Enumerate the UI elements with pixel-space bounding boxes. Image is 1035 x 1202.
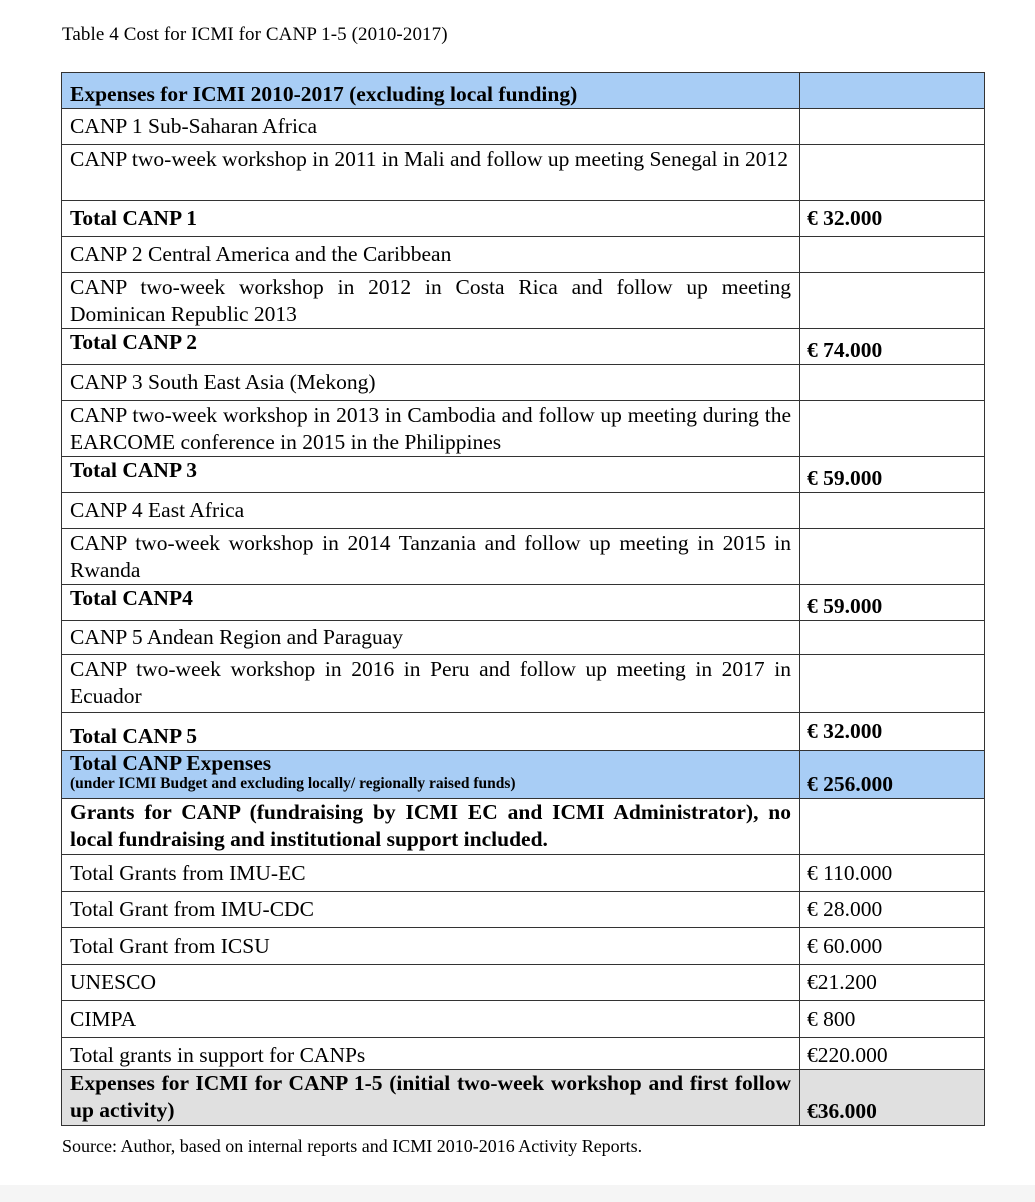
table-row <box>62 273 985 329</box>
grant-amount: € 110.000 <box>800 855 985 892</box>
table-header-row <box>62 73 985 109</box>
total-expenses-note: (under ICMI Budget and excluding locally/ regionally raised funds) <box>70 775 516 792</box>
table-row <box>62 109 985 145</box>
section-title: CANP 1 Sub-Saharan Africa <box>62 109 800 145</box>
grant-label: Total grants in support for CANPs <box>62 1038 800 1070</box>
grant-amount: € 800 <box>800 1001 985 1038</box>
section-total-label: Total CANP 2 <box>62 329 800 365</box>
table-row <box>62 855 985 892</box>
table-row <box>62 585 985 621</box>
section-description: CANP two-week workshop in 2011 in Mali and follow up meeting Senegal in 2012 <box>62 145 800 201</box>
table-row <box>62 529 985 585</box>
grant-label: Total Grant from ICSU <box>62 928 800 965</box>
section-description: CANP two-week workshop in 2016 in Peru and follow up meeting in 2017 in Ecuador <box>62 655 800 713</box>
table-row <box>62 621 985 655</box>
table-row <box>62 965 985 1001</box>
section-total-label: Total CANP 5 <box>62 713 800 751</box>
grant-label: Total Grant from IMU-CDC <box>62 892 800 928</box>
table-row <box>62 329 985 365</box>
header-label: Expenses for ICMI 2010-2017 (excluding local funding) <box>62 73 800 109</box>
section-title: CANP 4 East Africa <box>62 493 800 529</box>
section-total-amount: € 59.000 <box>800 457 985 493</box>
header-amount <box>800 73 985 109</box>
grants-header: Grants for CANP (fundraising by ICMI EC and ICMI Administrator), no local fundraising and institutional support included. <box>62 799 800 855</box>
final-amount: €36.000 <box>800 1070 985 1126</box>
table-row <box>62 145 985 201</box>
table-caption: Table 4 Cost for ICMI for CANP 1-5 (2010-2017) <box>62 24 448 45</box>
section-description: CANP two-week workshop in 2012 in Costa Rica and follow up meeting Dominican Republic 2013 <box>62 273 800 329</box>
total-expenses-label: Total CANP Expenses <box>70 751 272 775</box>
section-title: CANP 5 Andean Region and Paraguay <box>62 621 800 655</box>
section-description: CANP two-week workshop in 2014 Tanzania and follow up meeting in 2015 in Rwanda <box>62 529 800 585</box>
table-row <box>62 928 985 965</box>
total-expenses-row <box>62 751 985 799</box>
section-total-amount: € 74.000 <box>800 329 985 365</box>
table-row <box>62 1001 985 1038</box>
table-source: Source: Author, based on internal reports and ICMI 2010-2016 Activity Reports. <box>62 1136 643 1156</box>
section-title: CANP 3 South East Asia (Mekong) <box>62 365 800 401</box>
section-total-amount: € 32.000 <box>800 201 985 237</box>
grant-amount: € 28.000 <box>800 892 985 928</box>
table-row <box>62 892 985 928</box>
grant-label: Total Grants from IMU-EC <box>62 855 800 892</box>
table-row <box>62 201 985 237</box>
grant-label: CIMPA <box>62 1001 800 1038</box>
table-row <box>62 401 985 457</box>
section-title: CANP 2 Central America and the Caribbean <box>62 237 800 273</box>
final-row <box>62 1070 985 1126</box>
section-total-label: Total CANP 3 <box>62 457 800 493</box>
table-row <box>62 655 985 713</box>
table-row <box>62 713 985 751</box>
section-description: CANP two-week workshop in 2013 in Cambodia and follow up meeting during the EARCOME conference in 2015 in the Philippines <box>62 401 800 457</box>
grant-amount: €220.000 <box>800 1038 985 1070</box>
cost-table <box>61 72 985 1126</box>
final-label: Expenses for ICMI for CANP 1-5 (initial two-week workshop and first follow up activity) <box>62 1070 800 1126</box>
total-expenses-amount: € 256.000 <box>800 751 985 799</box>
grant-amount: €21.200 <box>800 965 985 1001</box>
table-row <box>62 1038 985 1070</box>
table-row <box>62 237 985 273</box>
grant-amount: € 60.000 <box>800 928 985 965</box>
table-row <box>62 365 985 401</box>
section-total-amount: € 59.000 <box>800 585 985 621</box>
table-row <box>62 457 985 493</box>
page-bottom-band <box>0 1185 1035 1202</box>
grants-header-row <box>62 799 985 855</box>
section-total-label: Total CANP 1 <box>62 201 800 237</box>
table-row <box>62 493 985 529</box>
section-total-label: Total CANP4 <box>62 585 800 621</box>
section-total-amount: € 32.000 <box>800 713 985 751</box>
grant-label: UNESCO <box>62 965 800 1001</box>
